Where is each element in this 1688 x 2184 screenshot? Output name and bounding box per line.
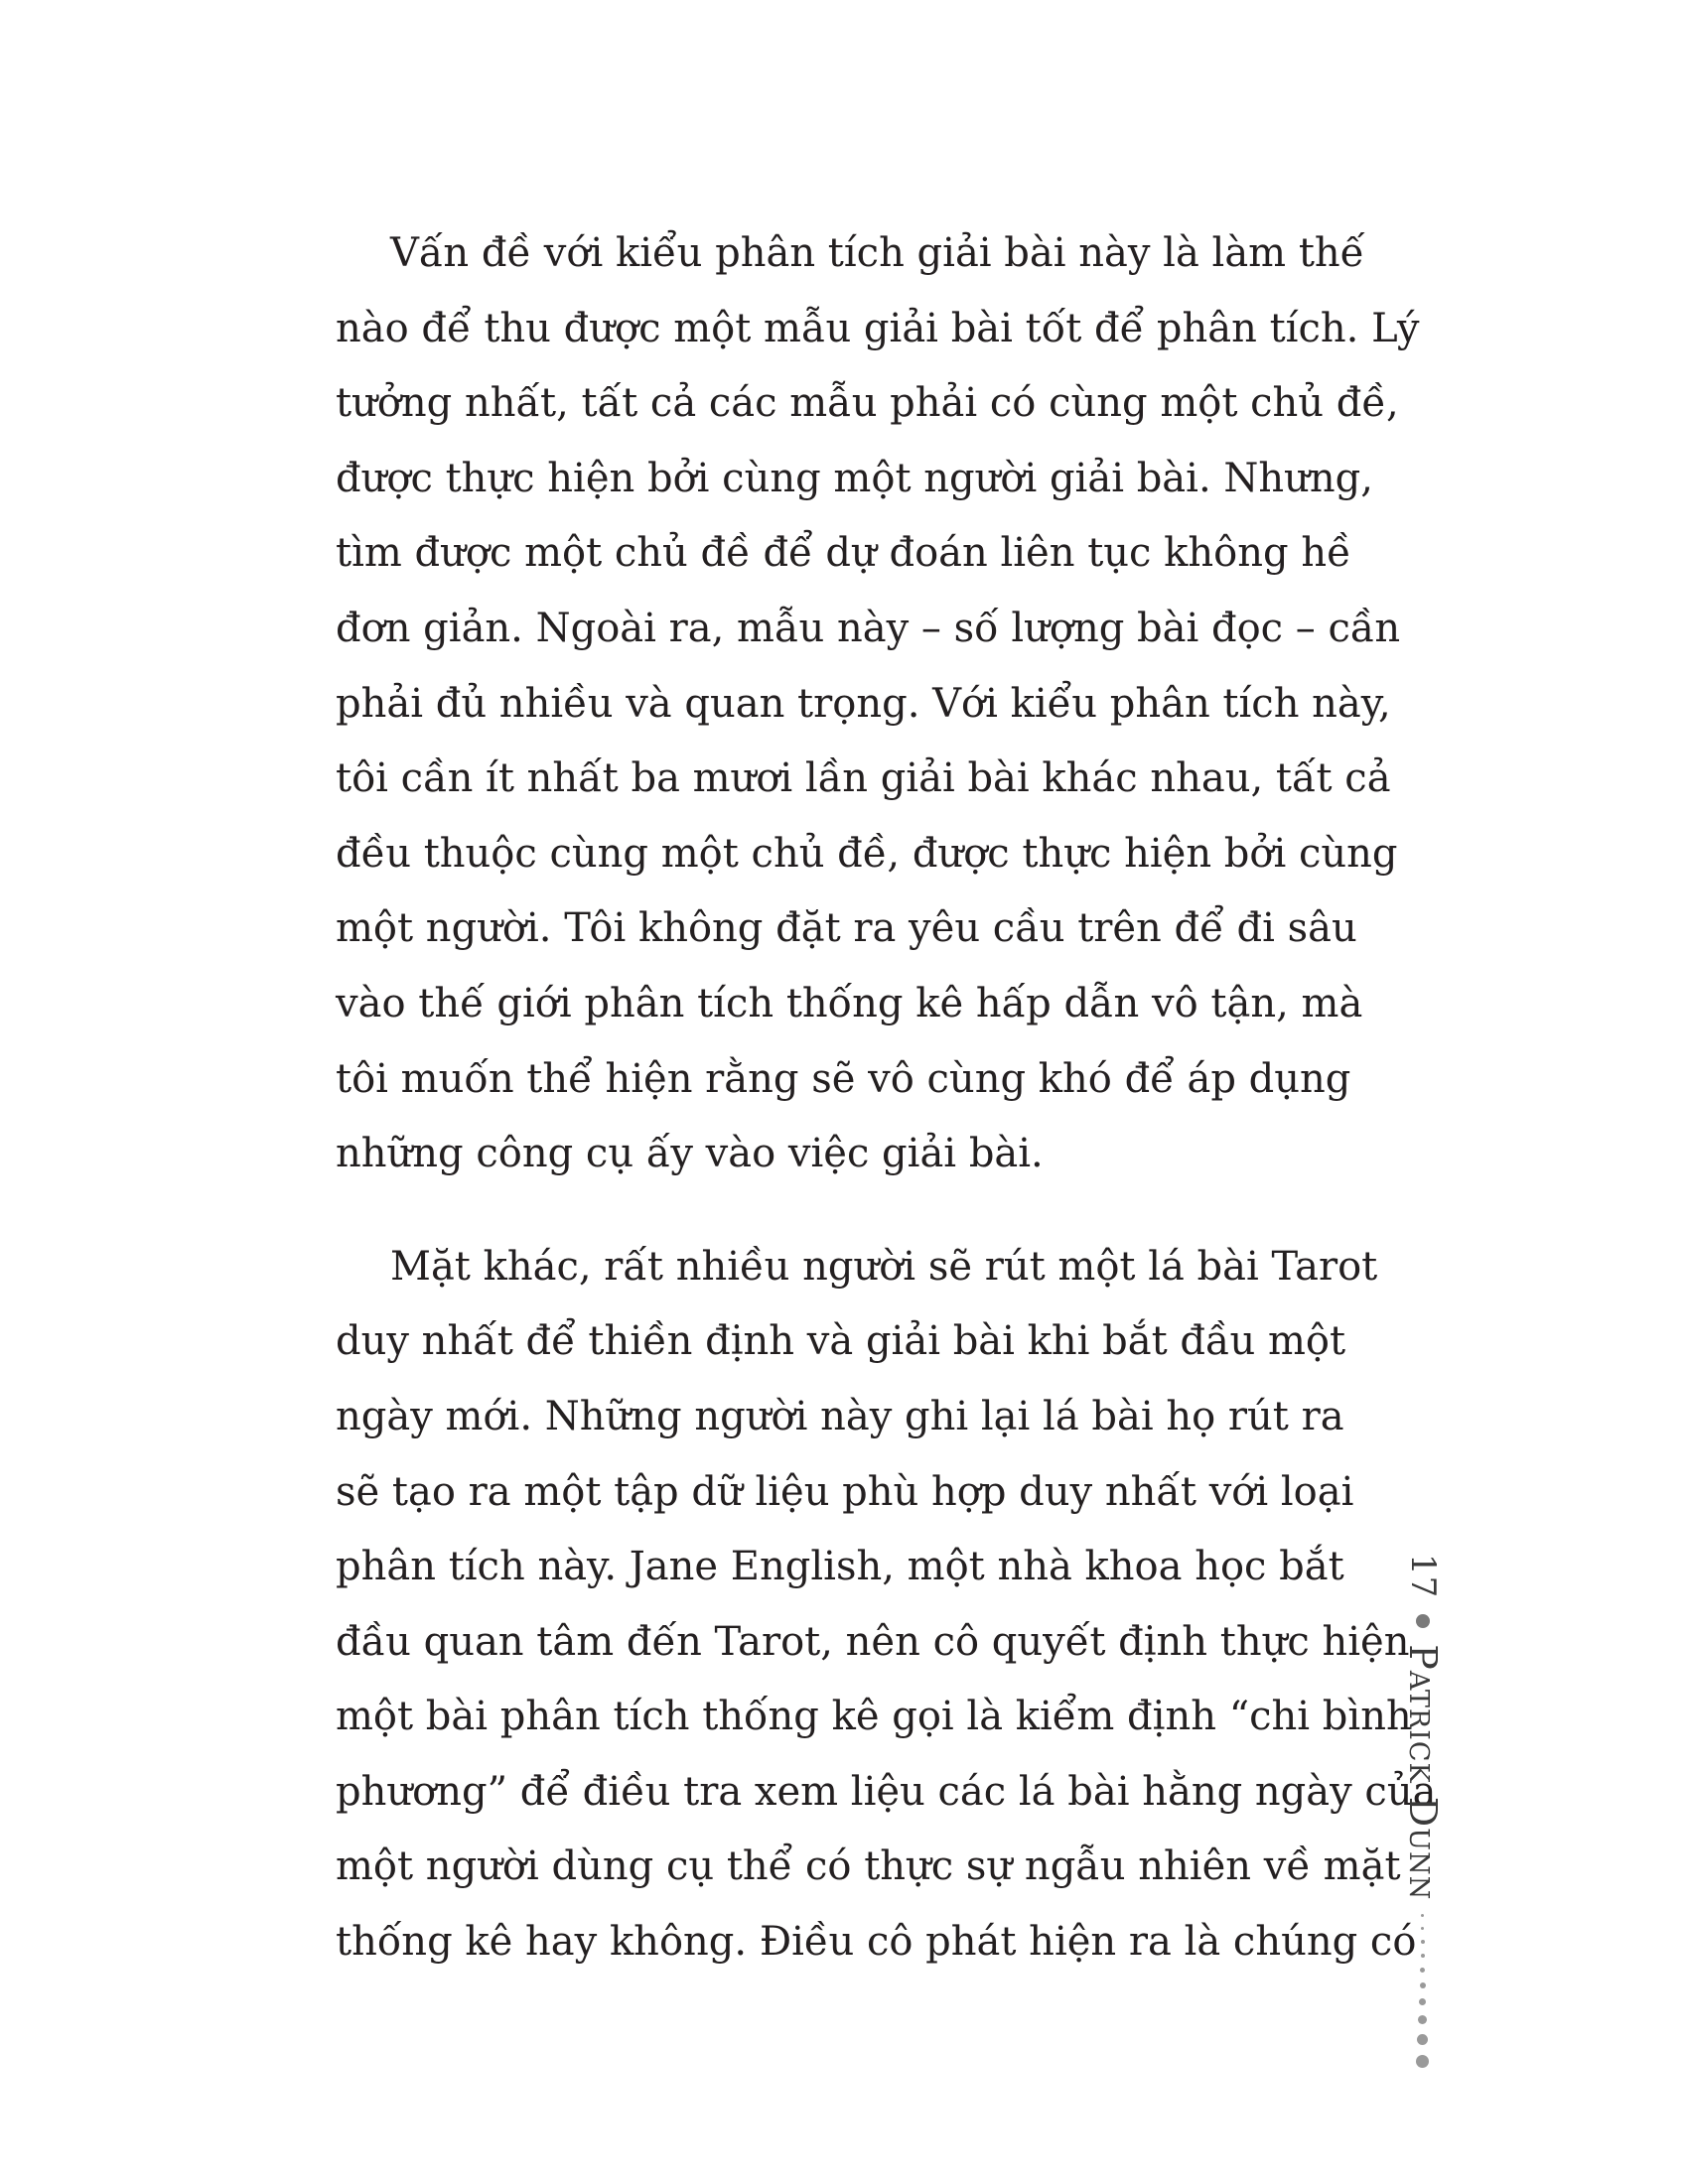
text-line: Vấn đề với kiểu phân tích giải bài này là làm thế (390, 230, 1365, 276)
text-line: đầu quan tâm đến Tarot, nên cô quyết định thực hiện (336, 1618, 1410, 1665)
text-line: được thực hiện bởi cùng một người giải bài. Nhưng, (336, 455, 1373, 501)
running-footer-content (1401, 1554, 1445, 2078)
text-line: một bài phân tích thống kê gọi là kiểm định “chi bình (336, 1694, 1412, 1740)
running-footer (1401, 1554, 1470, 2030)
text-line: đều thuộc cùng một chủ đề, được thực hiện bởi cùng (336, 830, 1398, 877)
text-line: những công cụ ấy vào việc giải bài. (336, 1131, 1044, 1177)
text-line: tôi muốn thể hiện rằng sẽ vô cùng khó để áp dụng (336, 1055, 1351, 1102)
page-number: 17 (1403, 1554, 1443, 1599)
text-line: một người. Tôi không đặt ra yêu cầu trên để đi sâu (336, 905, 1357, 952)
text-line: sẽ tạo ra một tập dữ liệu phù hợp duy nhất với loại (336, 1468, 1354, 1515)
text-line: Mặt khác, rất nhiều người sẽ rút một lá bài Tarot (390, 1243, 1378, 1290)
dot-trail-icon (1417, 1914, 1430, 2078)
text-line: một người dùng cụ thể có thực sự ngẫu nhiên về mặt (336, 1843, 1401, 1890)
text-line: thống kê hay không. Điều cô phát hiện ra là chúng có (336, 1919, 1417, 1966)
text-line: nào để thu được một mẫu giải bài tốt để phân tích. Lý (336, 305, 1420, 351)
text-line: đơn giản. Ngoài ra, mẫu này – số lượng bài đọc – cần (336, 605, 1401, 651)
text-line: duy nhất để thiền định và giải bài khi bắt đầu một (336, 1318, 1346, 1365)
text-line: phương” để điều tra xem liệu các lá bài hằng ngày của (336, 1768, 1437, 1815)
text-line: phân tích này. Jane English, một nhà khoa học bắt (336, 1544, 1344, 1590)
text-line: tưởng nhất, tất cả các mẫu phải có cùng một chủ đề, (336, 380, 1399, 427)
text-line: phải đủ nhiều và quan trọng. Với kiểu phân tích này, (336, 680, 1391, 727)
text-line: tôi cần ít nhất ba mươi lần giải bài khác nhau, tất cả (336, 755, 1391, 802)
separator-dot-icon (1416, 1614, 1430, 1628)
author-name: Patrick Dunn (1401, 1644, 1445, 1901)
text-line: vào thế giới phân tích thống kê hấp dẫn vô tận, mà (336, 980, 1363, 1026)
paragraph-1 (336, 216, 1420, 1192)
text-line: ngày mới. Những người này ghi lại lá bài họ rút ra (336, 1393, 1344, 1439)
text-line: tìm được một chủ đề để dự đoán liên tục không hề (336, 530, 1351, 577)
